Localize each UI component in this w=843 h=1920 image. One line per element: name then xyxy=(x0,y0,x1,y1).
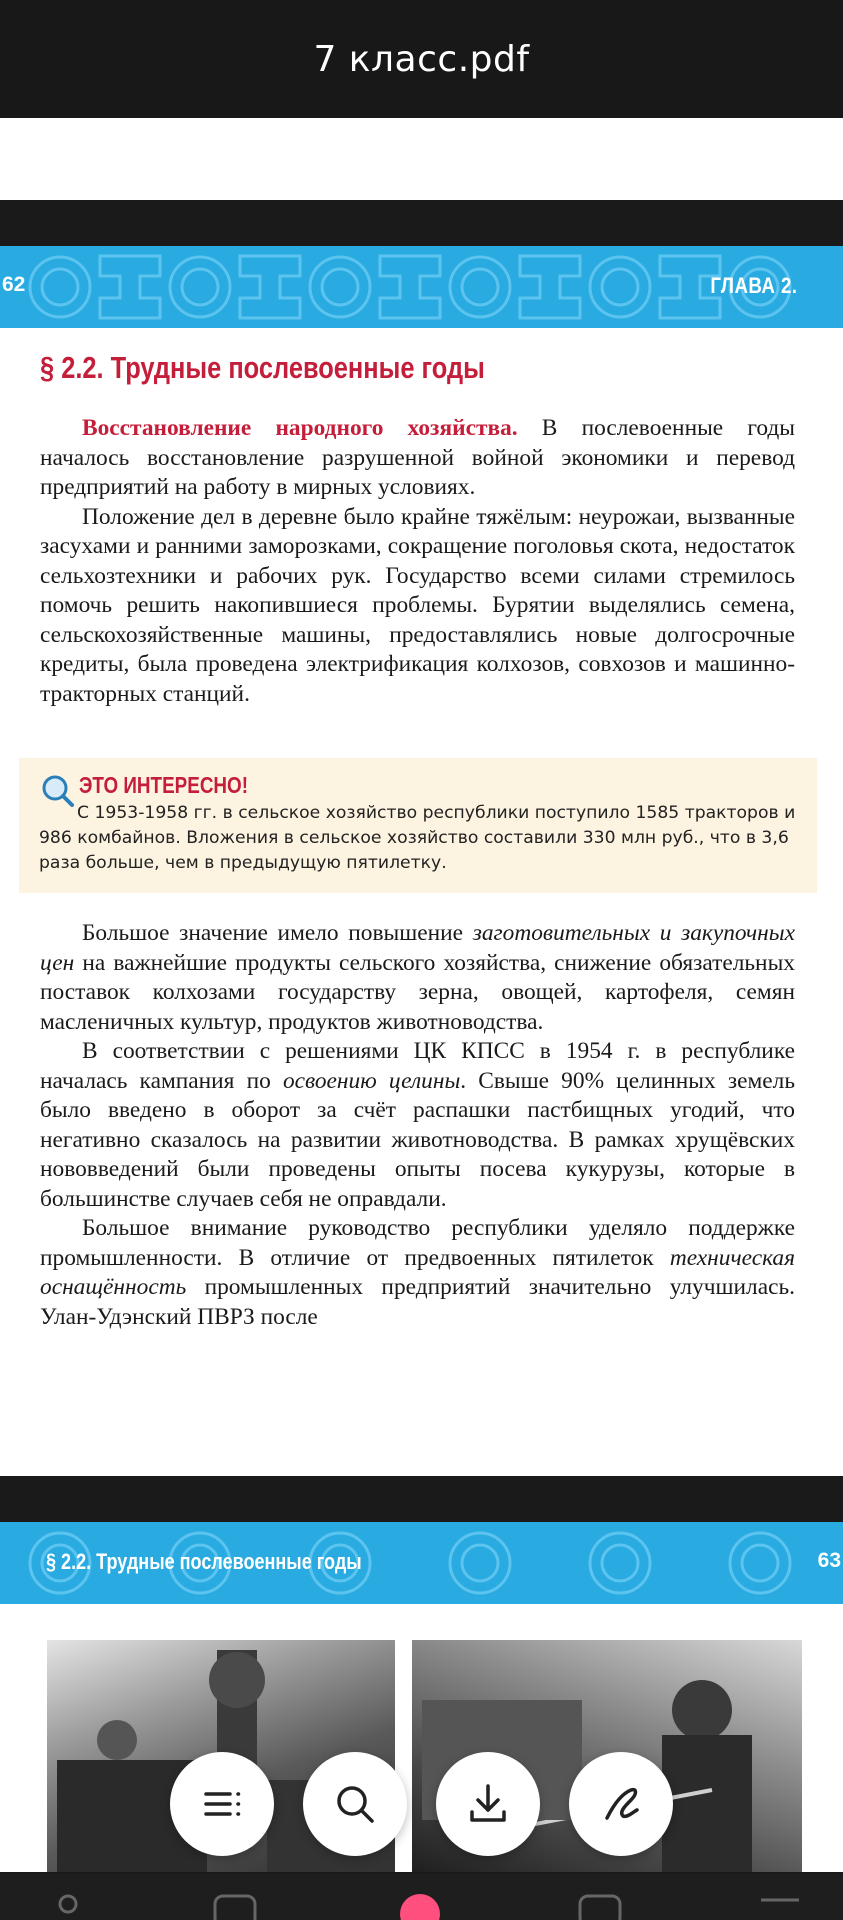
italic-term: техническая оснащённость xyxy=(40,1244,795,1300)
paragraph-text: В соответствии с решениями ЦК КПСС в 1954 г. в республике началась кампания по xyxy=(40,1038,795,1094)
paragraph-text: на важнейшие продукты сельского хозяйства, снижение обязательных поставок колхозами государству зерна, овощей, картофеля, семян масленичных культур, продуктов животноводства. xyxy=(40,949,795,1035)
home-icon[interactable] xyxy=(390,1890,450,1920)
download-button[interactable] xyxy=(436,1752,540,1856)
menu-icon xyxy=(198,1780,246,1828)
body-text-bottom xyxy=(40,919,795,1332)
infobox-title: ЭТО ИНТЕРЕСНО! xyxy=(79,772,249,798)
library-icon[interactable] xyxy=(210,1890,260,1920)
infobox-text-content: С 1953-1958 гг. в сельское хозяйство республики поступило 1585 тракторов и 986 комбайнов. Вложения в сельское хозяйство составили 330 млн руб., что в 3,6 раза больше, чем в предыдущую пятилетку. xyxy=(39,803,796,873)
section-heading: § 2.2. Трудные послевоенные годы xyxy=(40,350,485,385)
paragraph-text: В послевоенные годы началось восстановление разрушенной войной экономики и перевод предприятий на работу в мирных условиях. xyxy=(40,415,796,500)
app-title-bar xyxy=(0,0,843,118)
documents-icon[interactable] xyxy=(575,1890,625,1920)
pen-icon xyxy=(597,1780,645,1828)
paragraph-text: Большое внимание руководство республики уделяло поддержке промышленности. В отличие от предвоенных пятилеток xyxy=(40,1215,795,1271)
page-gap xyxy=(0,200,843,246)
more-menu-icon[interactable] xyxy=(755,1890,805,1920)
key-icon[interactable] xyxy=(48,1890,88,1920)
annotate-button[interactable] xyxy=(569,1752,673,1856)
italic-term: освоению целины xyxy=(282,1067,461,1094)
page-header-band xyxy=(0,246,843,328)
italic-term: заготовительных и закупочных цен xyxy=(40,920,796,976)
body-text-top xyxy=(40,414,795,709)
interesting-fact-box xyxy=(19,758,817,893)
search-button[interactable] xyxy=(303,1752,407,1856)
infobox-text xyxy=(39,801,817,876)
page-gap xyxy=(0,1476,843,1522)
page-header-band xyxy=(0,1522,843,1604)
menu-button[interactable] xyxy=(170,1752,274,1856)
paragraph-text: промышленных предприятий значительно улучшилась. Улан-Удэнский ПВРЗ после xyxy=(40,1274,795,1330)
paragraph xyxy=(40,414,795,503)
page-number: 63 xyxy=(817,1549,841,1572)
previous-page-bottom xyxy=(0,118,843,200)
lead-phrase: Восстановление народного хозяйства. xyxy=(82,415,518,441)
chapter-label: ГЛАВА 2. xyxy=(709,273,797,298)
document-title: 7 класс.pdf xyxy=(313,38,530,80)
paragraph xyxy=(40,1214,795,1332)
download-icon xyxy=(464,1780,512,1828)
page-number: 62 xyxy=(2,273,26,296)
paragraph xyxy=(40,919,795,1037)
paragraph xyxy=(40,1037,795,1214)
pdf-page-62 xyxy=(0,246,843,1476)
paragraph-text: . Свыше 90% целинных земель было введено в оборот за счёт распашки пастбищных угодий, что негативно сказалось на развитии животноводства. В рамках хрущёвских нововведений были проведены опыты посева кукурузы, которые в большинстве случаев себя не оправдали. xyxy=(40,1067,796,1212)
search-icon xyxy=(331,1780,379,1828)
section-label: § 2.2. Трудные послевоенные годы xyxy=(46,1549,362,1574)
paragraph-text: Большое значение имело повышение xyxy=(82,920,473,946)
paragraph: Положение дел в деревне было крайне тяжёлым: неурожаи, вызванные засухами и ранними заморозками, сокращение поголовья скота, недостаток сельхозтехники и рабочих рук. Государство всеми силами стремилось помочь решить накопившиеся проблемы. Бурятии выделялись семена, сельскохозяйственные машины, предоставлялись новые долгосрочные кредиты, была проведена электрификация колхозов, совхозов и машинно-тракторных станций. xyxy=(40,503,795,707)
pdf-page-63 xyxy=(0,1522,843,1872)
system-nav-bar xyxy=(0,1874,843,1920)
